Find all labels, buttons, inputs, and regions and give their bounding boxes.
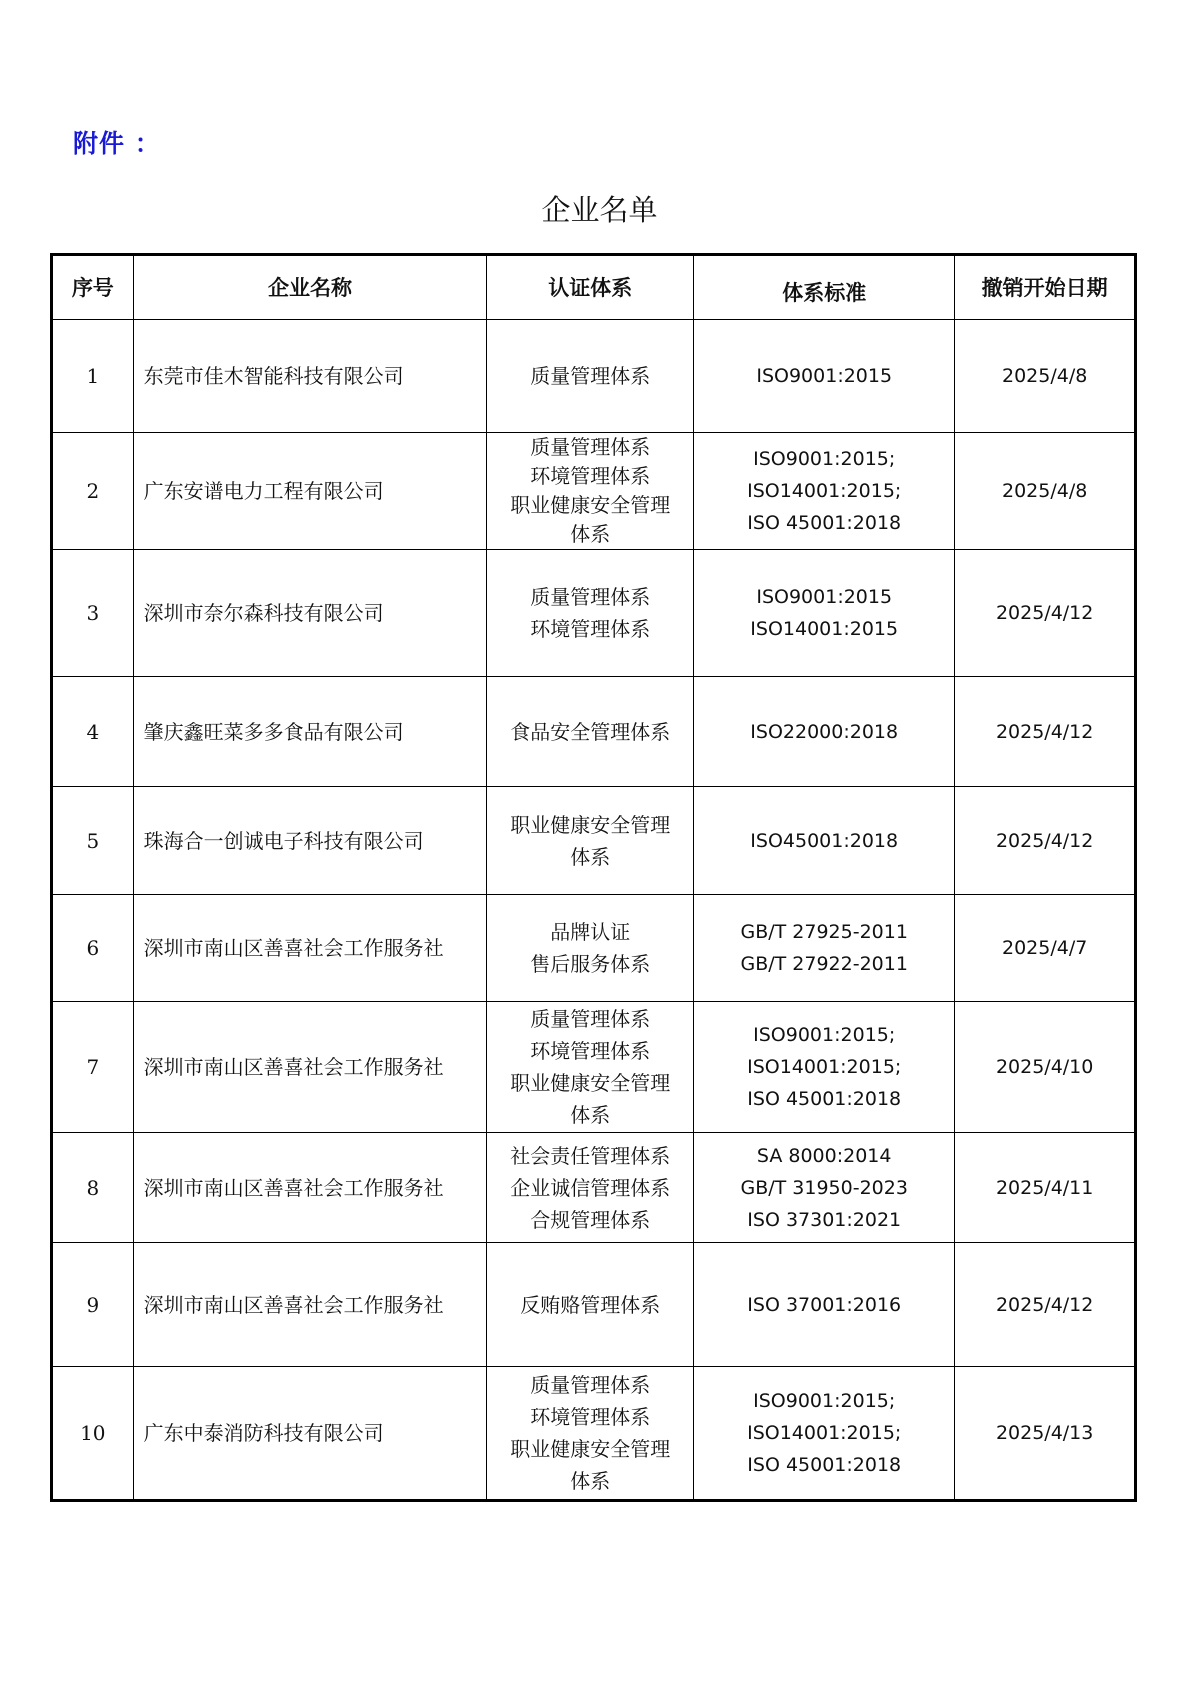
cell-date: 2025/4/11 xyxy=(955,1133,1136,1243)
cell-company-name: 深圳市南山区善喜社会工作服务社 xyxy=(133,895,487,1002)
cell-company-name: 肇庆鑫旺菜多多食品有限公司 xyxy=(133,677,487,787)
cell-company-name: 深圳市南山区善喜社会工作服务社 xyxy=(133,1243,487,1367)
cell-date: 2025/4/8 xyxy=(955,433,1136,550)
cell-standard: ISO 37001:2016 xyxy=(694,1243,955,1367)
cell-date: 2025/4/8 xyxy=(955,320,1136,433)
cell-company-name: 广东中泰消防科技有限公司 xyxy=(133,1367,487,1501)
table-row xyxy=(52,1243,1136,1367)
cell-system: 职业健康安全管理 体系 xyxy=(487,787,694,895)
cell-company-name: 东莞市佳木智能科技有限公司 xyxy=(133,320,487,433)
cell-standard: ISO9001:2015; ISO14001:2015; ISO 45001:2018 xyxy=(694,433,955,550)
cell-date: 2025/4/12 xyxy=(955,787,1136,895)
cell-system: 质量管理体系 环境管理体系 职业健康安全管理 体系 xyxy=(487,1367,694,1501)
cell-company-name: 珠海合一创诚电子科技有限公司 xyxy=(133,787,487,895)
table-row xyxy=(52,895,1136,1002)
cell-system: 质量管理体系 环境管理体系 职业健康安全管理 体系 xyxy=(487,1002,694,1133)
cell-system: 反贿赂管理体系 xyxy=(487,1243,694,1367)
cell-date: 2025/4/13 xyxy=(955,1367,1136,1501)
table-row xyxy=(52,677,1136,787)
cell-system: 品牌认证 售后服务体系 xyxy=(487,895,694,1002)
cell-company-name: 深圳市南山区善喜社会工作服务社 xyxy=(133,1133,487,1243)
cell-date: 2025/4/10 xyxy=(955,1002,1136,1133)
cell-no: 7 xyxy=(52,1002,134,1133)
cell-no: 1 xyxy=(52,320,134,433)
cell-no: 2 xyxy=(52,433,134,550)
cell-no: 10 xyxy=(52,1367,134,1501)
header-no: 序号 xyxy=(52,255,134,320)
cell-standard: ISO45001:2018 xyxy=(694,787,955,895)
cell-system: 质量管理体系 环境管理体系 职业健康安全管理 体系 xyxy=(487,433,694,550)
cell-no: 8 xyxy=(52,1133,134,1243)
cell-no: 9 xyxy=(52,1243,134,1367)
cell-system: 食品安全管理体系 xyxy=(487,677,694,787)
header-name: 企业名称 xyxy=(133,255,487,320)
cell-standard: ISO9001:2015; ISO14001:2015; ISO 45001:2018 xyxy=(694,1002,955,1133)
header-standard: 体系标准 xyxy=(694,255,955,320)
cell-company-name: 深圳市南山区善喜社会工作服务社 xyxy=(133,1002,487,1133)
cell-standard: ISO9001:2015 xyxy=(694,320,955,433)
cell-standard: SA 8000:2014 GB/T 31950-2023 ISO 37301:2021 xyxy=(694,1133,955,1243)
cell-system: 质量管理体系 xyxy=(487,320,694,433)
cell-standard: GB/T 27925-2011 GB/T 27922-2011 xyxy=(694,895,955,1002)
cell-company-name: 深圳市奈尔森科技有限公司 xyxy=(133,550,487,677)
cell-standard: ISO22000:2018 xyxy=(694,677,955,787)
table-row xyxy=(52,1133,1136,1243)
cell-no: 6 xyxy=(52,895,134,1002)
cell-no: 3 xyxy=(52,550,134,677)
cell-date: 2025/4/7 xyxy=(955,895,1136,1002)
cell-company-name: 广东安谱电力工程有限公司 xyxy=(133,433,487,550)
cell-no: 4 xyxy=(52,677,134,787)
cell-standard: ISO9001:2015 ISO14001:2015 xyxy=(694,550,955,677)
cell-date: 2025/4/12 xyxy=(955,677,1136,787)
table-row xyxy=(52,1367,1136,1501)
page-title: 企业名单 xyxy=(541,193,658,227)
table-row xyxy=(52,787,1136,895)
table-row xyxy=(52,1002,1136,1133)
cell-system: 社会责任管理体系 企业诚信管理体系 合规管理体系 xyxy=(487,1133,694,1243)
cell-system: 质量管理体系 环境管理体系 xyxy=(487,550,694,677)
table-row xyxy=(52,550,1136,677)
header-date: 撤销开始日期 xyxy=(955,255,1136,320)
table-header-row xyxy=(52,255,1136,320)
cell-no: 5 xyxy=(52,787,134,895)
cell-date: 2025/4/12 xyxy=(955,550,1136,677)
table-row xyxy=(52,320,1136,433)
cell-date: 2025/4/12 xyxy=(955,1243,1136,1367)
cell-standard: ISO9001:2015; ISO14001:2015; ISO 45001:2018 xyxy=(694,1367,955,1501)
table-row xyxy=(52,433,1136,550)
attachment-label: 附件 ： xyxy=(73,129,161,158)
company-table xyxy=(50,253,1137,1502)
header-system: 认证体系 xyxy=(487,255,694,320)
